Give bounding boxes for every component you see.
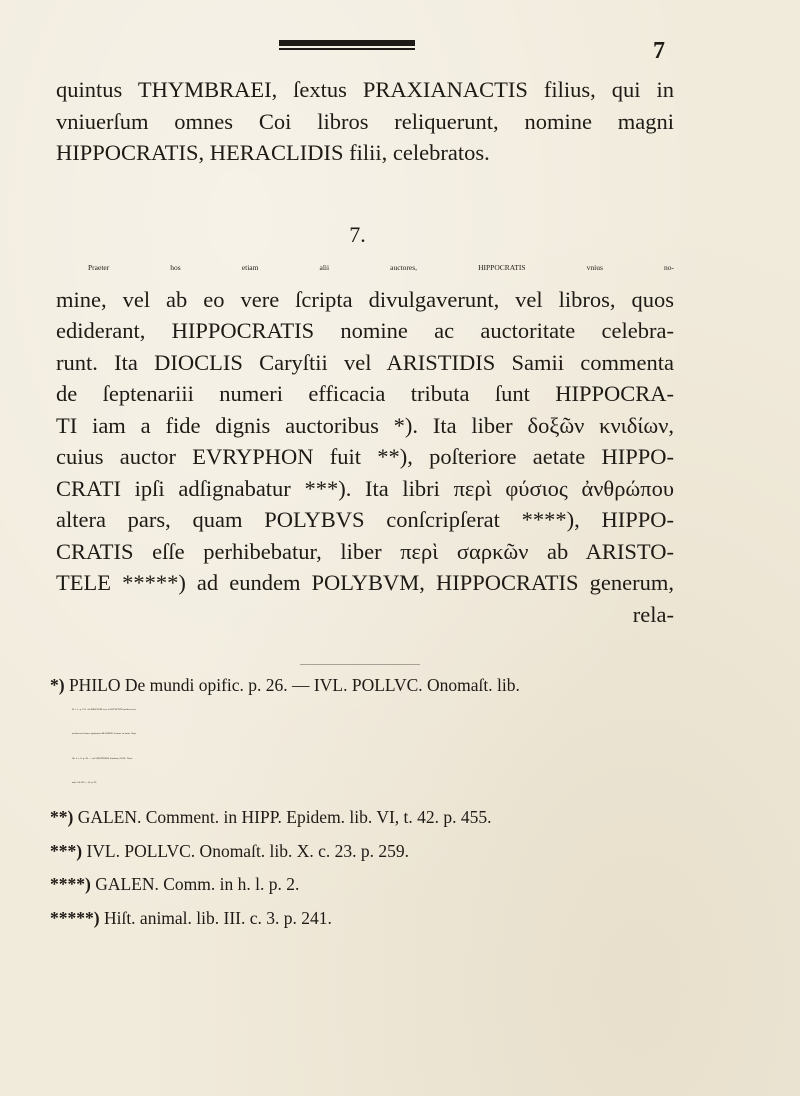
text-line: HIPPOCRATIS, HERACLIDIS filii, celebratos. bbox=[56, 140, 490, 165]
footnote-2 bbox=[50, 805, 674, 830]
text-line: cuius auctor EVRYPHON fuit **), poſteriore aetate HIPPO- bbox=[56, 444, 674, 469]
text-line: altera pars, quam POLYBVS conſcripſerat ****), HIPPO- bbox=[56, 507, 674, 532]
footnote-mark: **) bbox=[50, 806, 74, 827]
footnote-3 bbox=[50, 839, 674, 864]
text-line: mine, vel ab eo vere ſcripta divulgaverunt, vel libros, quos bbox=[56, 286, 674, 312]
text-line: runt. Ita DIOCLIS Caryſtii vel ARISTIDIS Samii commenta bbox=[56, 349, 674, 375]
section-number: 7. bbox=[349, 222, 366, 247]
text-line: TELE *****) ad eundem POLYBVM, HIPPOCRATIS generum, bbox=[56, 570, 674, 595]
text-line: CRATIS eſſe perhibebatur, liber περὶ σαρκῶν ab ARISTO- bbox=[56, 538, 674, 564]
footnotes bbox=[50, 673, 674, 939]
text-line: quintus THYMBRAEI, ſextus PRAXIANACTIS filius, qui in bbox=[56, 77, 674, 102]
footnote-text: attic. lib. III. c. 10. p. 93. bbox=[72, 781, 97, 785]
footnote-1 bbox=[50, 673, 674, 796]
footnote-mark: *) bbox=[50, 675, 65, 695]
footnote-mark: ****) bbox=[50, 874, 91, 895]
catchword: rela- bbox=[632, 601, 674, 627]
footnote-text: IVL. POLLVC. Onomaſt. lib. X. c. 23. p. 259. bbox=[86, 840, 410, 861]
text-line: CRATI ipſi adſignabatur ***). Ita libri περὶ φύσιος ἀνθρώπου bbox=[56, 475, 674, 501]
footnote-text: Hiſt. animal. lib. III. c. 3. p. 241. bbox=[103, 907, 332, 928]
footnote-text: GALEN. Comm. in h. l. p. 2. bbox=[95, 874, 300, 895]
footnote-text: lib. I. c. 6. p. 28. — ad ARISTIDEM, Samium, GELL. Noct. bbox=[72, 756, 133, 760]
main-paragraph bbox=[56, 252, 674, 630]
page-number: 7 bbox=[653, 38, 665, 64]
footnote-5 bbox=[50, 906, 674, 931]
text-line: TI iam a fide dignis auctoribus *). Ita liber δοξῶν κνιδίων, bbox=[56, 412, 674, 438]
header-ornament-rule bbox=[279, 40, 415, 46]
text-line: Praeter hos etiam alii auctores, HIPPOCRATIS vnius no- bbox=[88, 263, 674, 272]
footnote-divider bbox=[300, 664, 420, 665]
footnote-text: PHILO De mundi opific. p. 26. — IVL. POLLVC. Onomaſt. lib. bbox=[68, 675, 520, 695]
top-paragraph bbox=[56, 74, 674, 169]
text-line: ediderant, HIPPOCRATIS nomine ac auctoritate celebra- bbox=[56, 318, 674, 343]
footnote-mark: *****) bbox=[50, 907, 100, 928]
footnote-text: II. c. 1. p. 153. Ad DIOCLEM vero CARYSTIVM melius refert bbox=[72, 707, 136, 711]
text-line: vniuerſum omnes Coi libros reliquerunt, nomine magni bbox=[56, 108, 674, 134]
footnote-4 bbox=[50, 872, 674, 897]
footnote-text: GALEN. Comment. in HIPP. Epidem. lib. VI, t. 42. p. 455. bbox=[77, 806, 492, 827]
footnote-mark: ***) bbox=[50, 840, 83, 861]
text-line: de ſeptenariii numeri efficacia tributa ſunt HIPPOCRA- bbox=[56, 381, 674, 406]
footnote-text: melius refert hanc opinionem MACROB. Comm. in ſomn. Scip. bbox=[72, 732, 137, 736]
